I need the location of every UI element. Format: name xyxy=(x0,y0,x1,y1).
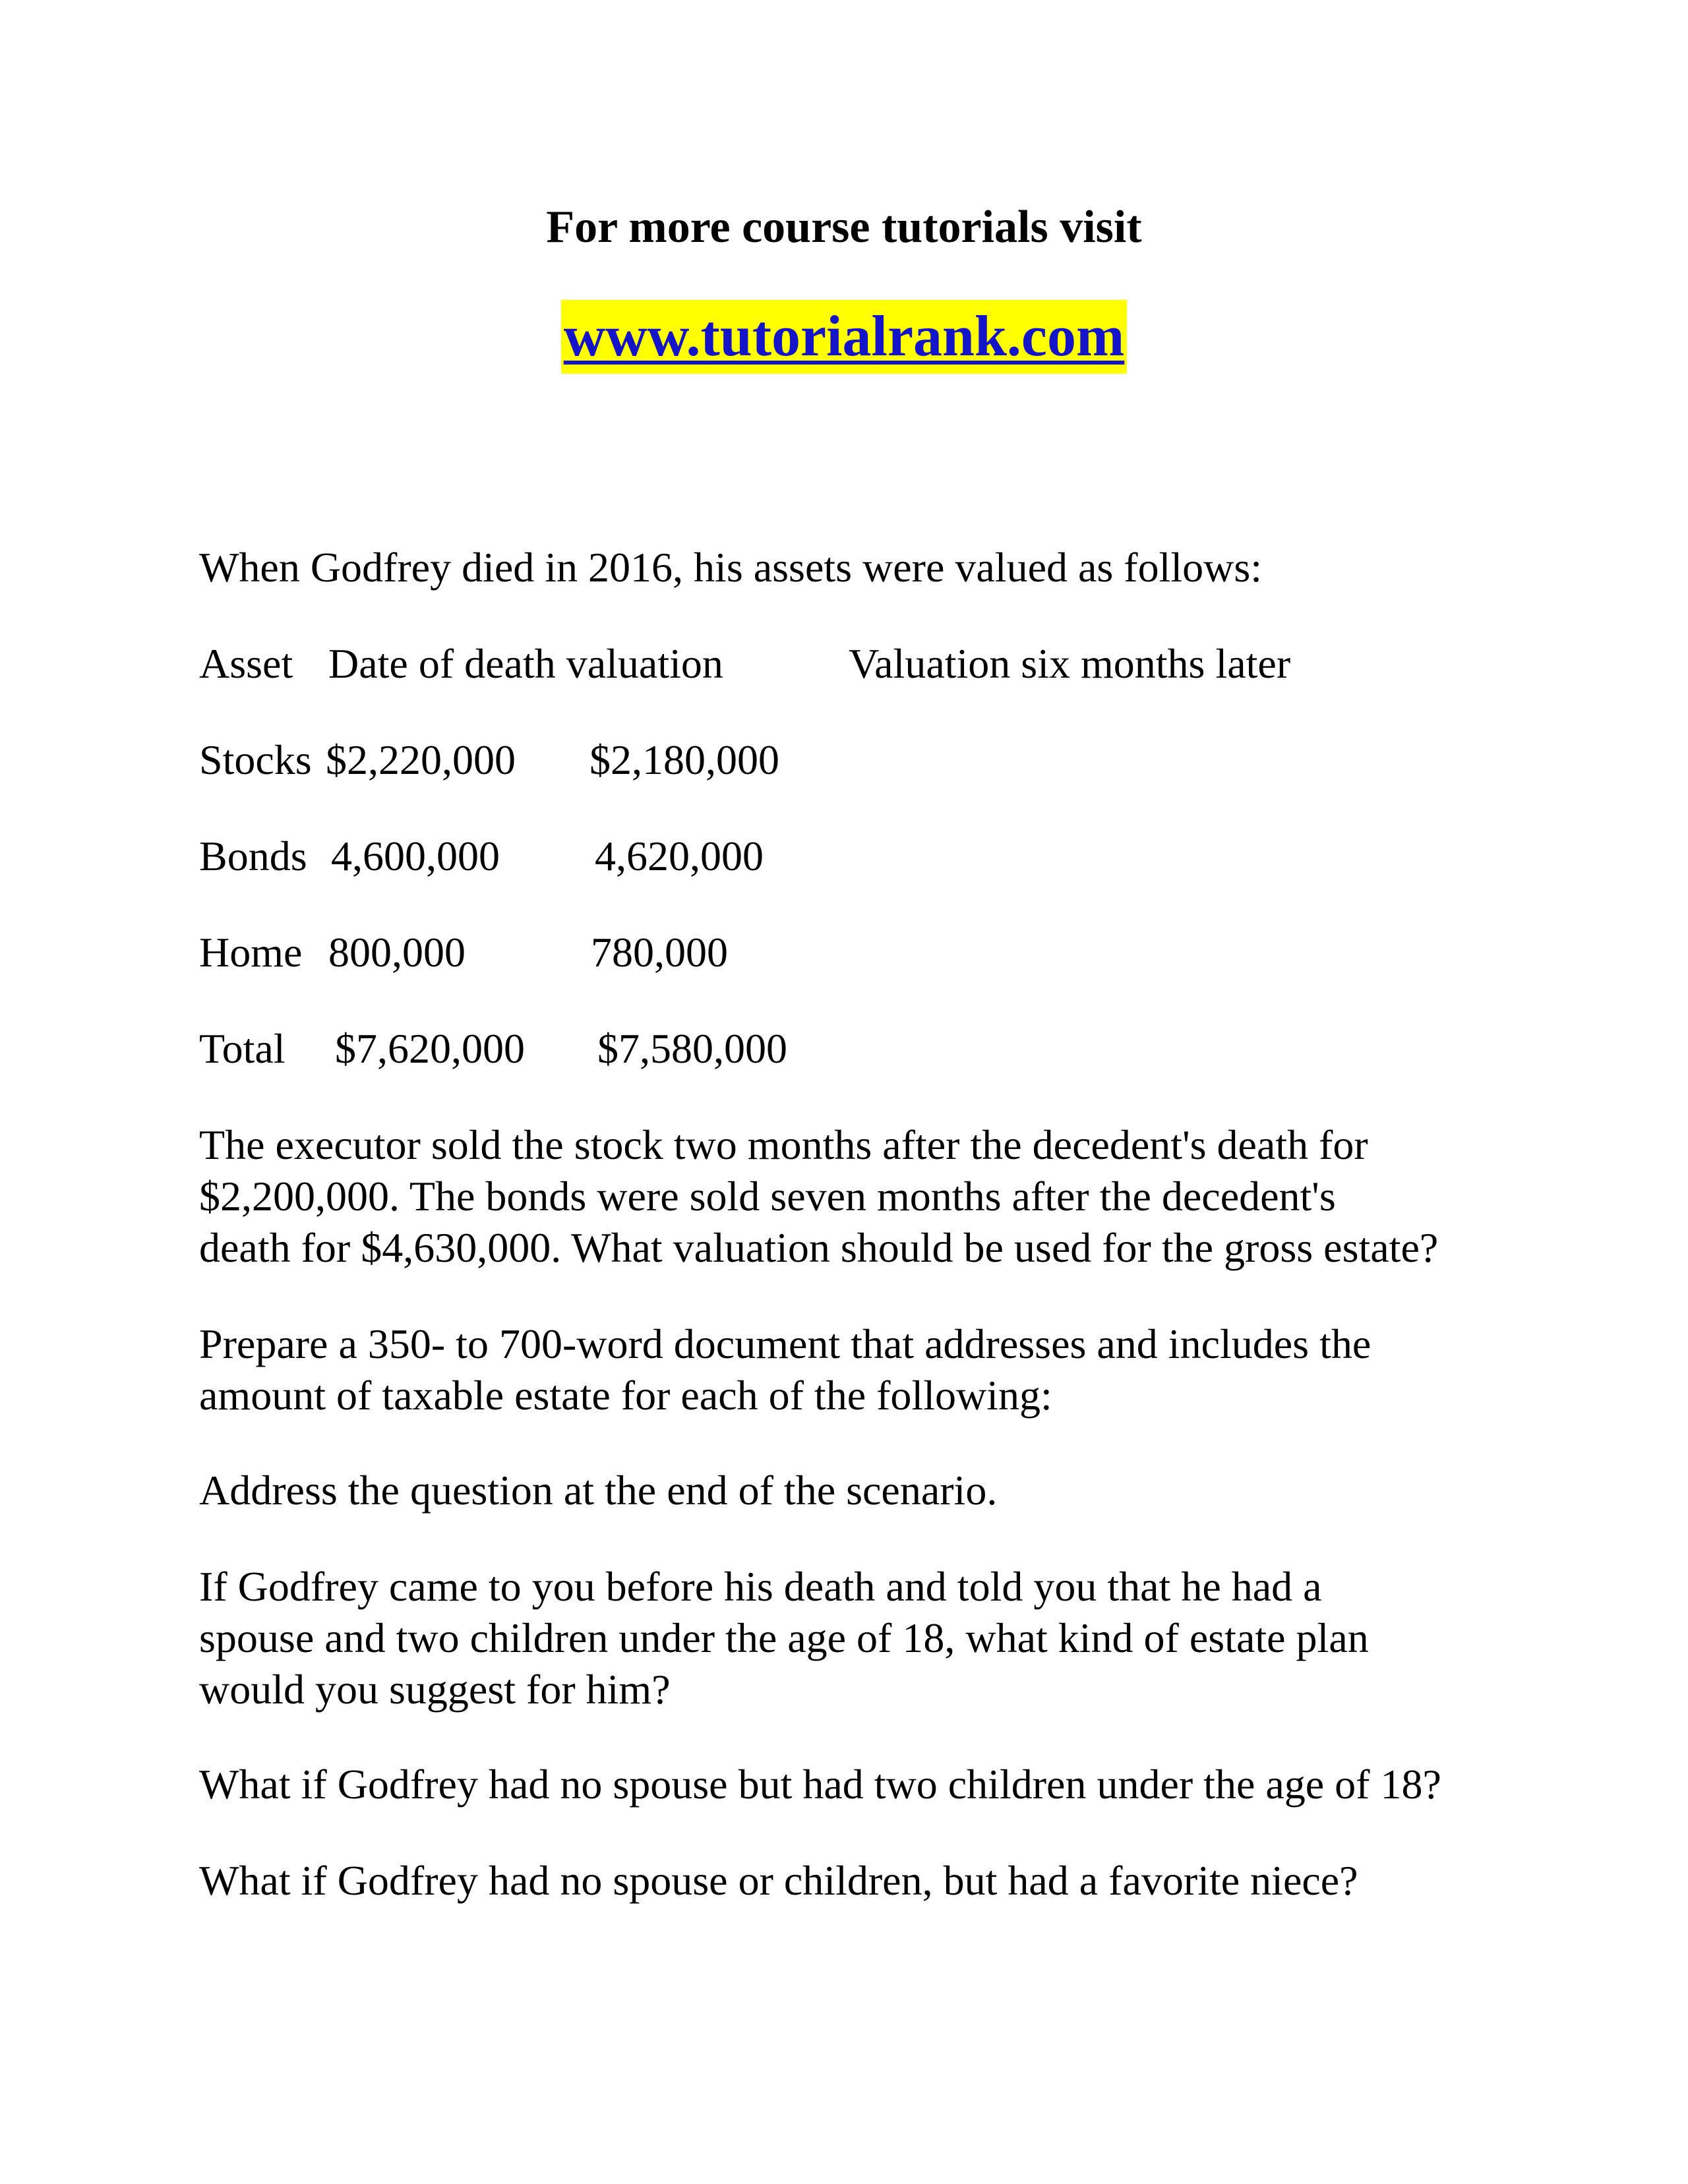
address-paragraph xyxy=(199,1465,1531,1516)
six-months-value: 780,000 xyxy=(591,929,728,976)
intro-sentence: When Godfrey died in 2016, his assets were valued as follows: xyxy=(199,544,1263,591)
six-months-value: 4,620,000 xyxy=(595,833,764,879)
spouse-children-question xyxy=(199,1561,1531,1715)
prepare-paragraph xyxy=(199,1318,1531,1421)
table-row xyxy=(199,734,1122,787)
column-header-asset: Asset xyxy=(199,640,293,687)
paragraph-line: spouse and two children under the age of 18, what kind of estate plan xyxy=(199,1614,1369,1661)
column-header-six-months: Valuation six months later xyxy=(849,640,1291,687)
tutorialrank-link[interactable]: www.tutorialrank.com xyxy=(561,300,1128,374)
paragraph-line: death for $4,630,000. What valuation should be used for the gross estate? xyxy=(199,1224,1439,1271)
column-header-date-of-death: Date of death valuation xyxy=(328,640,723,687)
asset-table-header xyxy=(199,638,1518,691)
six-months-value: $7,580,000 xyxy=(597,1025,787,1072)
paragraph-line: What if Godfrey had no spouse but had two children under the age of 18? xyxy=(199,1761,1441,1808)
paragraph-line: would you suggest for him? xyxy=(199,1666,671,1713)
date-of-death-value: $2,220,000 xyxy=(326,736,516,783)
asset-name: Stocks xyxy=(199,736,312,783)
table-row-total xyxy=(199,1023,1122,1076)
no-spouse-question xyxy=(199,1759,1531,1810)
date-of-death-value: 4,600,000 xyxy=(331,833,500,879)
paragraph-line: $2,200,000. The bonds were sold seven months after the decedent's xyxy=(199,1173,1336,1220)
six-months-value: $2,180,000 xyxy=(589,736,779,783)
date-of-death-value: $7,620,000 xyxy=(335,1025,525,1072)
table-row xyxy=(199,927,1122,980)
date-of-death-value: 800,000 xyxy=(328,929,466,976)
link-container xyxy=(0,300,1688,374)
asset-name: Total xyxy=(199,1025,286,1072)
paragraph-line: If Godfrey came to you before his death and told you that he had a xyxy=(199,1563,1322,1610)
asset-name: Bonds xyxy=(199,833,307,879)
paragraph-line: What if Godfrey had no spouse or children, but had a favorite niece? xyxy=(199,1857,1358,1904)
niece-question xyxy=(199,1855,1531,1906)
paragraph-line: Prepare a 350- to 700-word document that addresses and includes the xyxy=(199,1320,1372,1367)
promo-heading: For more course tutorials visit xyxy=(546,202,1142,252)
paragraph-line: amount of taxable estate for each of the following: xyxy=(199,1372,1052,1419)
paragraph-line: Address the question at the end of the scenario. xyxy=(199,1467,998,1514)
executor-paragraph xyxy=(199,1119,1531,1274)
paragraph-line: The executor sold the stock two months after the decedent's death for xyxy=(199,1121,1368,1168)
table-row xyxy=(199,831,1122,883)
asset-name: Home xyxy=(199,929,303,976)
